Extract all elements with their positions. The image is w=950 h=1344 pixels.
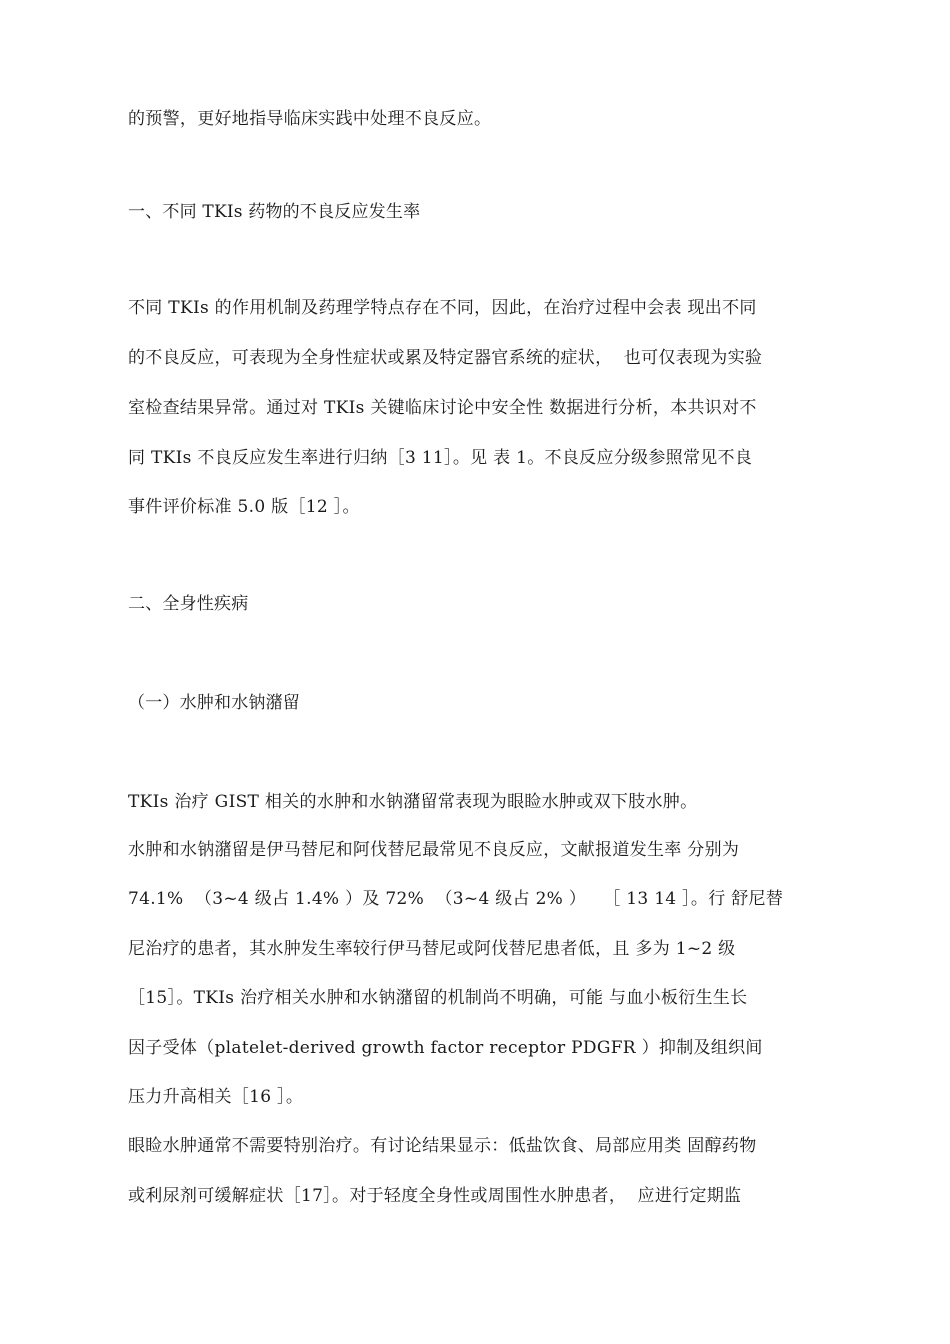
section2-line: 水肿和水钠潴留是伊马替尼和阿伐替尼最常见不良反应，文献报道发生率 分别为 <box>128 840 740 860</box>
section1-heading: 一、不同 TKIs 药物的不良反应发生率 <box>128 202 421 222</box>
section2-line: 或利尿剂可缓解症状［17］。对于轻度全身性或周围性水肿患者， 应进行定期监 <box>128 1186 742 1206</box>
section2-heading: 二、全身性疾病 <box>128 594 249 614</box>
section1-line: 室检查结果异常。通过对 TKIs 关键临床讨论中安全性 数据进行分析，本共识对不 <box>128 398 757 418</box>
section1-line: 的不良反应，可表现为全身性症状或累及特定器官系统的症状， 也可仅表现为实验 <box>128 348 763 368</box>
section2-line: ［15］。TKIs 治疗相关水肿和水钠潴留的机制尚不明确，可能 与血小板衍生生长 <box>128 988 748 1008</box>
section1-line: 同 TKIs 不良反应发生率进行归纳［3 11］。见 表 1。不良反应分级参照常见不良 <box>128 448 753 468</box>
section2-line: 眼睑水肿通常不需要特别治疗。有讨论结果显示：低盐饮食、局部应用类 固醇药物 <box>128 1136 757 1156</box>
intro-tail-line: 的预警，更好地指导临床实践中处理不良反应。 <box>128 109 492 129</box>
section2-subheading: （一）水肿和水钠潴留 <box>128 693 300 713</box>
section2-line: 74.1% （3~4 级占 1.4% ）及 72% （3~4 级占 2% ） ［ 13 14 ］。行 舒尼替 <box>128 889 784 909</box>
section2-line: 尼治疗的患者，其水肿发生率较行伊马替尼或阿伐替尼患者低，且 多为 1~2 级 <box>128 939 736 959</box>
section1-line: 事件评价标准 5.0 版［12 ］。 <box>128 497 360 517</box>
section2-line: TKIs 治疗 GIST 相关的水肿和水钠潴留常表现为眼睑水肿或双下肢水肿。 <box>128 792 698 812</box>
section1-line: 不同 TKIs 的作用机制及药理学特点存在不同，因此，在治疗过程中会表 现出不同 <box>128 298 757 318</box>
section2-line: 压力升高相关［16 ］。 <box>128 1087 304 1107</box>
section2-line: 因子受体（platelet-derived growth factor receptor PDGFR ）抑制及组织间 <box>128 1038 763 1058</box>
